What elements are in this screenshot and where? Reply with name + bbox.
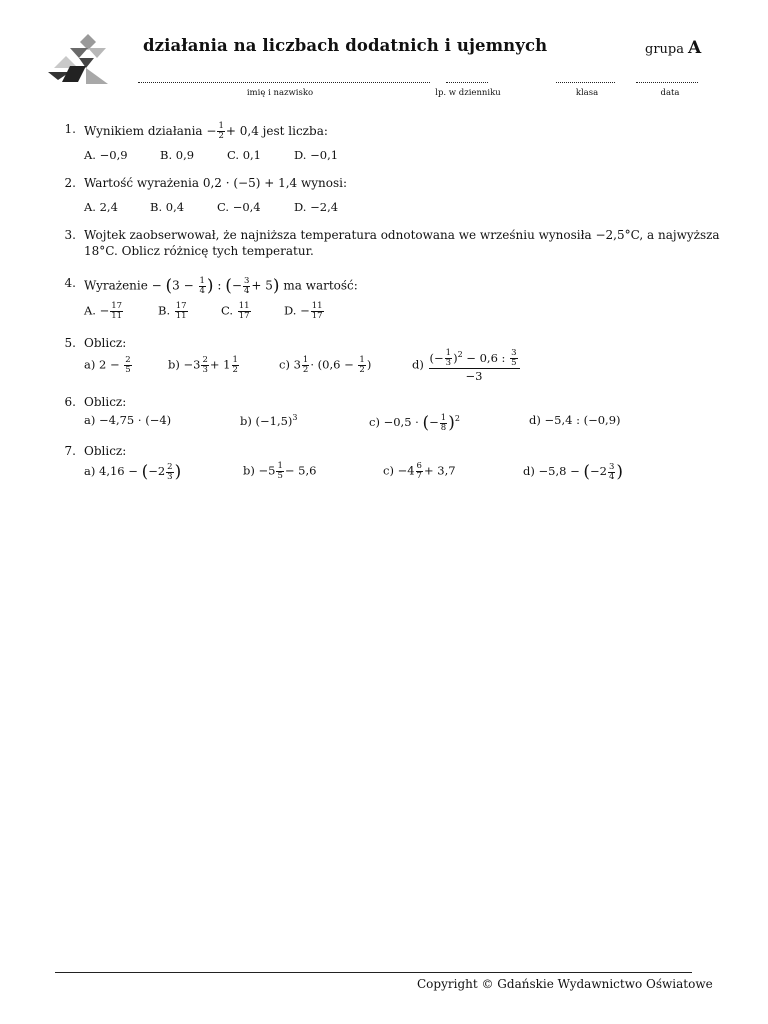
answer-b[interactable]: B. $\frac{17}{11}$ [158,301,187,321]
group-label: grupa [645,42,684,57]
answer-d[interactable]: D. −0,1 [294,148,339,162]
question-text: Oblicz: [84,336,127,350]
answer-a[interactable]: A. − $\frac{17}{11}$ [84,301,123,321]
answer-b[interactable]: B. 0,9 [160,148,195,162]
part-a: a) −4,75 · (−4) [84,413,172,427]
part-b: b) −3 $\frac{2}{3}$ + 1 $\frac{1}{2}$ [168,355,238,375]
publisher-logo [48,34,112,90]
part-b: b) −5 $\frac{1}{5}$ − 5,6 [243,461,317,481]
question-number: 6. [64,395,76,409]
question-number: 7. [64,444,76,458]
question-number: 3. [64,228,76,242]
answer-c[interactable]: C. 0,1 [227,148,261,162]
part-d: d) −5,8 − (−2 $\frac{3}{4}$ ) [523,461,624,482]
name-label: imię i nazwisko [246,88,314,98]
answer-a[interactable]: A. 2,4 [84,200,118,214]
answer-d[interactable]: D. −2,4 [294,200,339,214]
part-b: b) $(-1,5)^3$ [240,413,298,428]
footer-divider [55,972,692,973]
name-field[interactable] [138,76,430,83]
class-field[interactable] [556,76,615,83]
answer-a[interactable]: A. −0,9 [84,148,128,162]
answer-b[interactable]: B. 0,4 [150,200,185,214]
part-c: c) 3 $\frac{1}{2}$ · (0,6 − $\frac{1}{2}$ ) [279,355,372,375]
question-number: 5. [64,336,76,350]
register-number-label: lp. w dzienniku [435,88,501,98]
answer-c[interactable]: C. −0,4 [217,200,261,214]
question-text: Wyrażenie − (3 − $\frac{1}{4}$ ) : (− $\frac{3}{4}$ + 5) ma wartość: [84,275,358,296]
question-text: Wynikiem działania − $\frac{1}{2}$ + 0,4 jest liczba: [84,121,328,141]
question-text: Oblicz: [84,444,127,458]
group-indicator [645,38,701,58]
page-title: działania na liczbach dodatnich i ujemnych [143,36,548,55]
group-value: A [687,38,702,58]
question-number: 2. [64,176,76,190]
question-text: Wartość wyrażenia 0,2 · (−5) + 1,4 wynosi: [84,176,348,190]
class-label: klasa [575,88,599,98]
part-a: a) 2 − $\frac{2}{5}$ [84,355,131,375]
question-text: Oblicz: [84,395,127,409]
date-label: data [660,88,680,98]
question-number: 4. [64,276,76,290]
part-d: d) −5,4 : (−0,9) [529,413,621,427]
copyright-notice: Copyright © Gdańskie Wydawnictwo Oświatowe [417,977,713,991]
part-c: c) −0,5 · (− $\frac{1}{8}$ )$^2$ [369,412,460,433]
date-field[interactable] [636,76,698,83]
register-number-field[interactable] [446,76,488,83]
question-text-line-1: Wojtek zaobserwował, że najniższa temperatura odnotowana we wrześniu wynosiła −2,5°C, a najwyższa [84,228,720,242]
part-d: d) (− $\frac{1}{3}$ )$^2$ − 0,6 : $\frac{3}{5}$ −3 [412,348,521,383]
answer-c[interactable]: C. $\frac{11}{17}$ [221,301,250,321]
answer-d[interactable]: D. − $\frac{11}{17}$ [284,301,323,321]
question-text-line-2: 18°C. Oblicz różnicę tych temperatur. [84,244,314,258]
part-c: c) −4 $\frac{6}{7}$ + 3,7 [383,461,456,481]
question-number: 1. [64,122,76,136]
part-a: a) 4,16 − (−2 $\frac{2}{3}$ ) [84,461,182,482]
